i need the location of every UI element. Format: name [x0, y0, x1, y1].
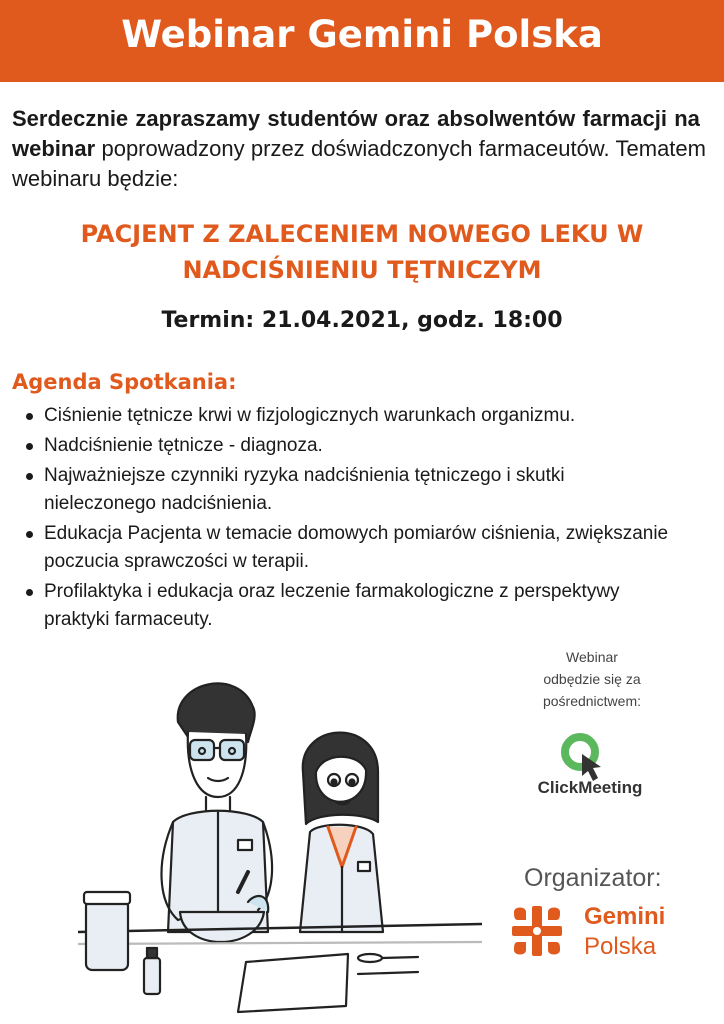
pharmacists-illustration: [78, 662, 482, 1024]
clickmeeting-logo-text: ClickMeeting: [537, 778, 643, 797]
topic-line-2: NADCIŚNIENIU TĘTNICZYM: [182, 256, 542, 284]
page-title: Webinar Gemini Polska: [121, 13, 603, 56]
intro-paragraph: [12, 104, 706, 194]
agenda-item: Profilaktyka i edukacja oraz leczenie farmakologiczne z perspektywy praktyki farmaceuty.: [26, 578, 676, 634]
clickmeeting-note: [520, 646, 664, 712]
agenda-item: Ciśnienie tętnicze krwi w fizjologicznych warunkach organizmu.: [26, 402, 676, 430]
webinar-topic: [20, 216, 704, 288]
agenda-list: [26, 402, 676, 636]
organizer-name: [584, 902, 665, 962]
intro-regular: poprowadzony przez doświadczonych farmaceutów. Tematem webinaru będzie:: [12, 136, 706, 191]
cm-note-line-1: Webinar: [566, 649, 618, 665]
agenda-item: Nadciśnienie tętnicze - diagnoza.: [26, 432, 676, 460]
cm-note-line-3: pośrednictwem:: [542, 693, 642, 709]
organizer-label: Organizator:: [524, 864, 662, 892]
agenda-item: Najważniejsze czynniki ryzyka nadciśnienia tętniczego i skutki nieleczonego nadciśnienia.: [26, 462, 676, 518]
gemini-logo-icon: [508, 902, 566, 960]
webinar-date: Termin: 21.04.2021, godz. 18:00: [161, 308, 563, 333]
agenda-item: Edukacja Pacjenta w temacie domowych pomiarów ciśnienia, zwiększanie poczucia sprawczości w terapii.: [26, 520, 676, 576]
cm-note-line-2: odbędzie się za: [543, 671, 641, 687]
organizer-name-line-2: Polska: [584, 933, 657, 960]
organizer-name-line-1: Gemini: [584, 903, 666, 930]
header-banner: [0, 0, 724, 82]
topic-line-1: PACJENT Z ZALECENIEM NOWEGO LEKU W: [80, 220, 644, 248]
intro-bold-1: Serdecznie zapraszamy studentów oraz absolwentów farmacji na: [12, 106, 700, 131]
agenda-title: Agenda Spotkania:: [12, 370, 237, 394]
intro-bold-2: webinar: [12, 136, 96, 161]
